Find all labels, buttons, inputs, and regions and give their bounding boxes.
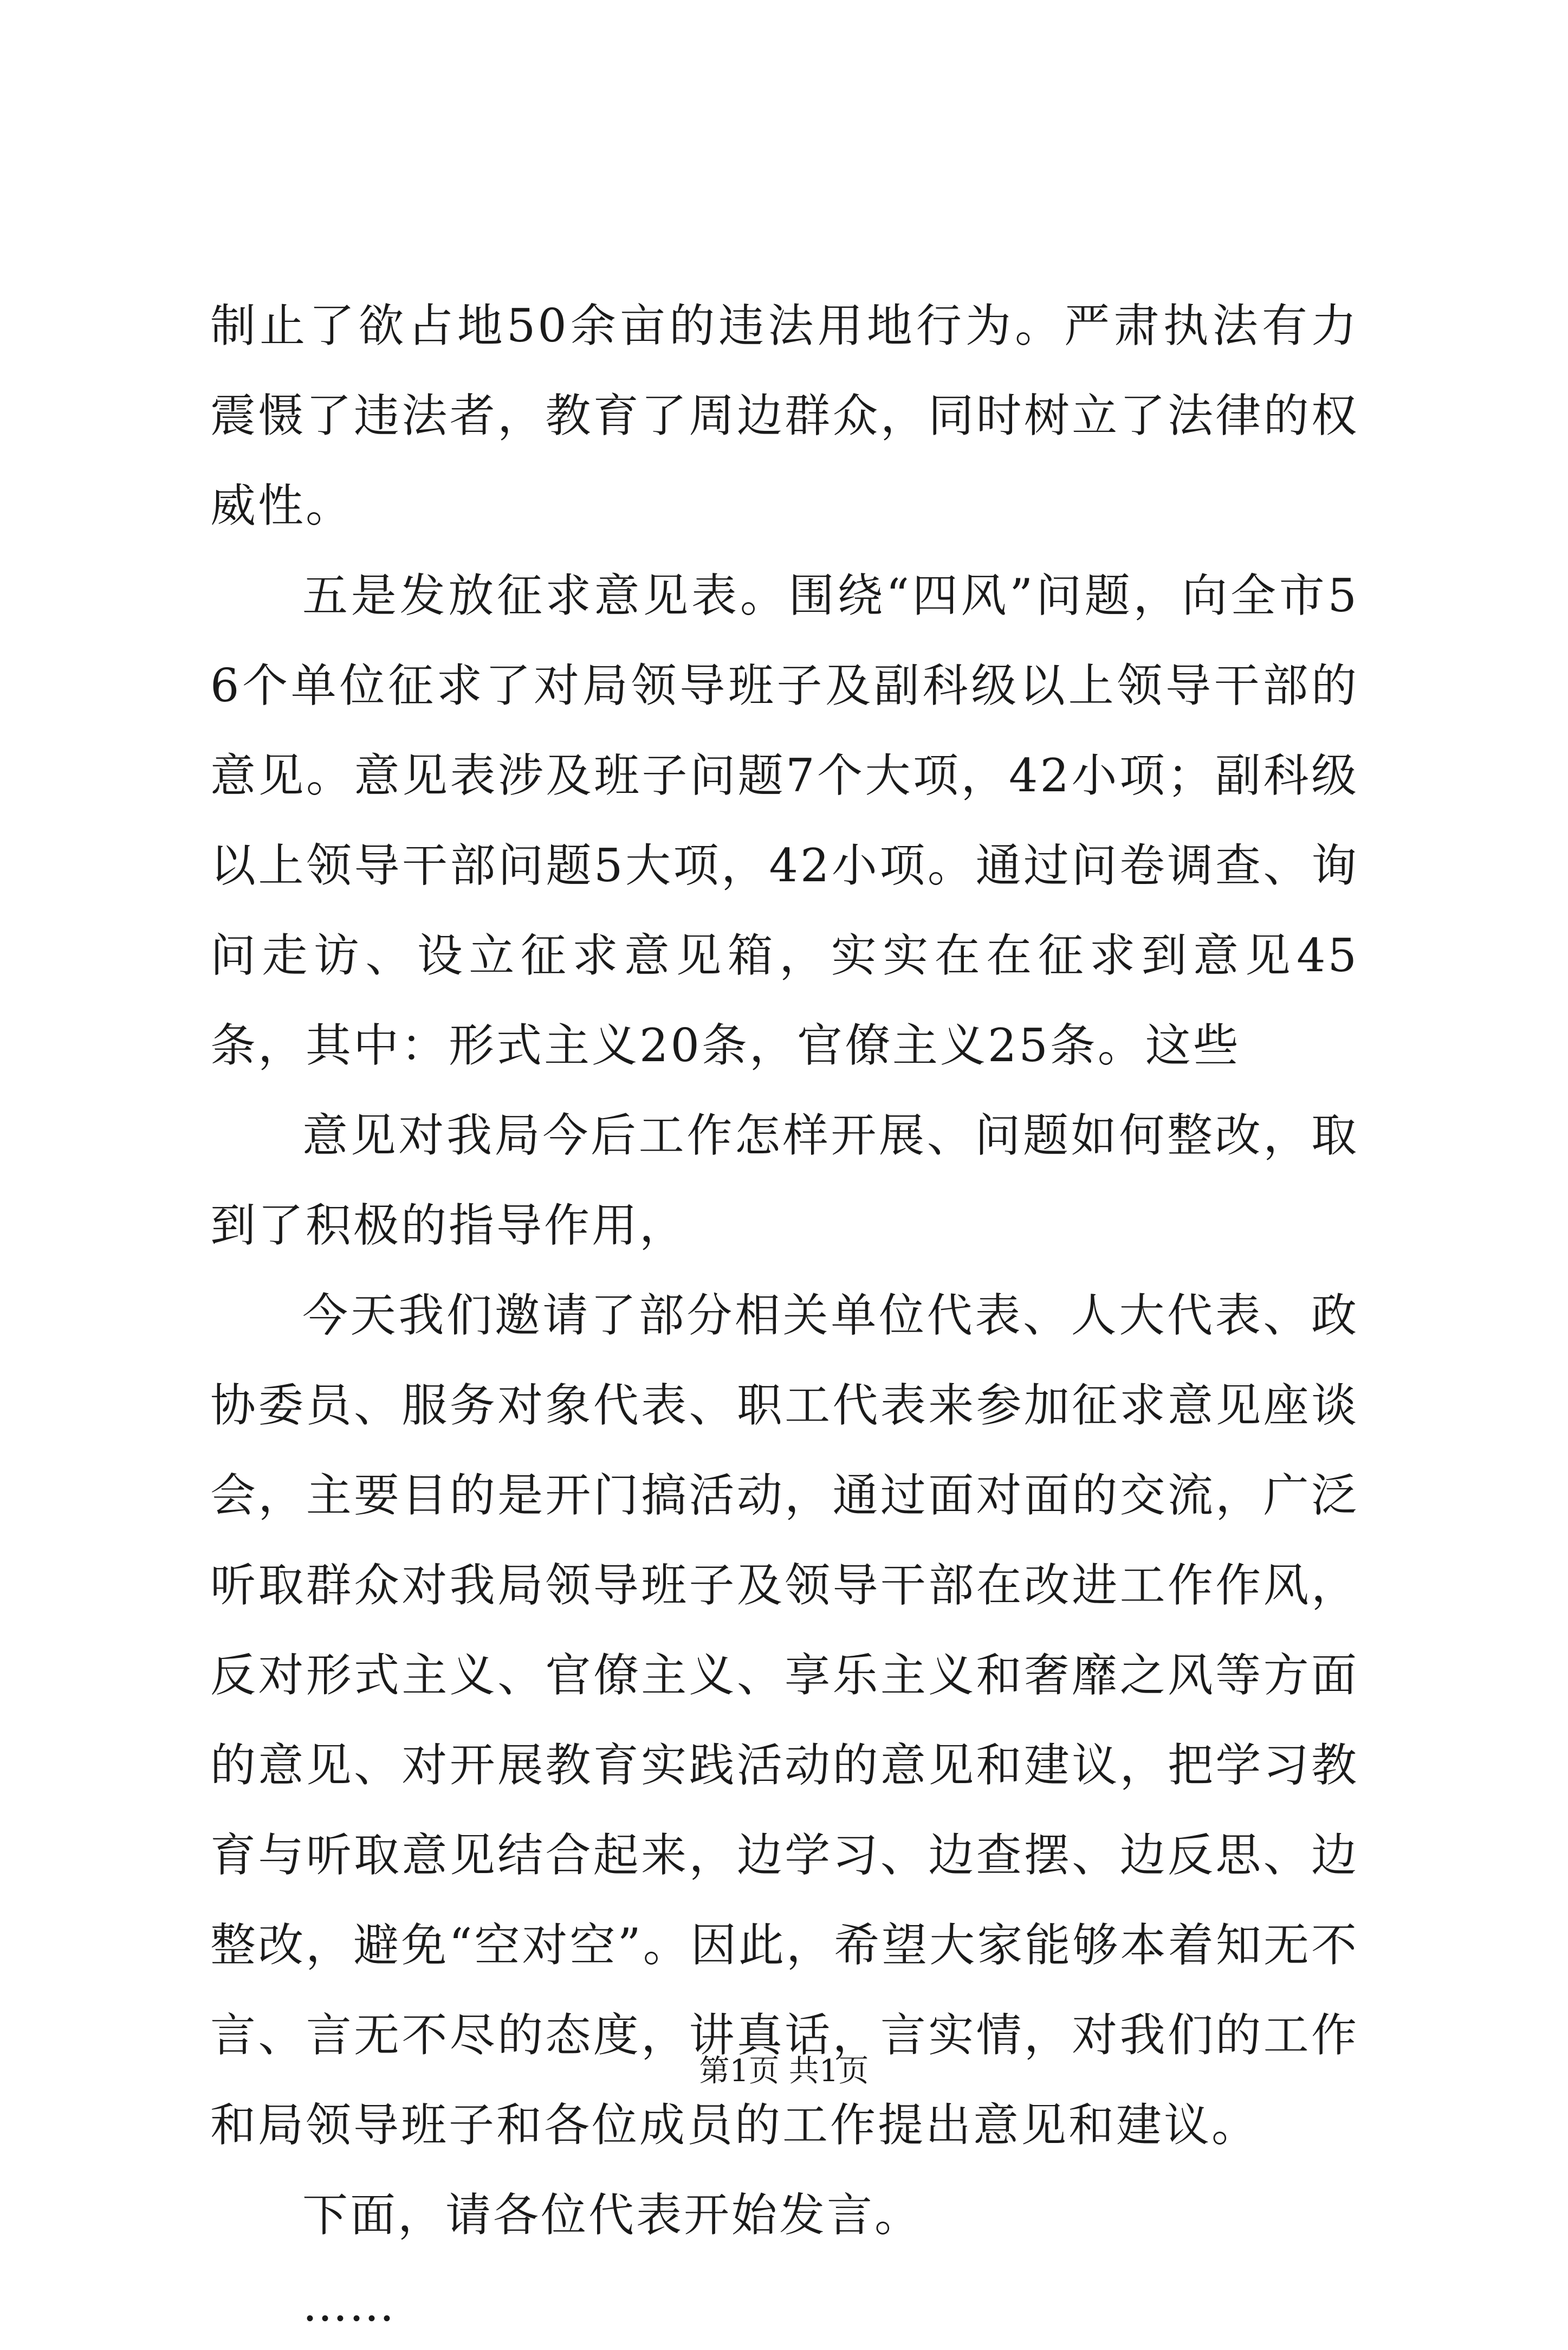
- paragraph-4: 今天我们邀请了部分相关单位代表、人大代表、政协委员、服务对象代表、职工代表来参加征求意见座谈会，主要目的是开门搞活动，通过面对面的交流，广泛听取群众对我局领导班子及领导干部在改进工作作风，反对形式主义、官僚主义、享乐主义和奢靡之风等方面的意见、对开展教育实践活动的意见和建议，把学习教育与听取意见结合起来，边学习、边查摆、边反思、边整改，避免“空对空”。因此，希望大家能够本着知无不言、言无不尽的态度，讲真话，言实情，对我们的工作和局领导班子和各位成员的工作提出意见和建议。: [210, 1289, 1359, 2152]
- paragraph-2: 五是发放征求意见表。围绕“四风”问题，向全市56个单位征求了对局领导班子及副科级以上领导干部的意见。意见表涉及班子问题7个大项，42小项；副科级以上领导干部问题5大项，42小项。通过问卷调查、询问走访、设立征求意见箱，实实在在征求到意见45条，其中：形式主义20条，官僚主义25条。这些: [210, 569, 1359, 1072]
- document-body: [210, 281, 1359, 2350]
- ellipsis: ……: [302, 2278, 396, 2332]
- paragraph-3: 意见对我局今后工作怎样开展、问题如何整改，取到了积极的指导作用，: [210, 1109, 1359, 1252]
- paragraph-1: 制止了欲占地50余亩的违法用地行为。严肃执法有力震慑了违法者，教育了周边群众，同时树立了法律的权威性。: [210, 299, 1359, 532]
- paragraph-5: 下面，请各位代表开始发言。: [302, 2188, 923, 2242]
- page-footer: 第1页 共1页: [699, 2054, 869, 2089]
